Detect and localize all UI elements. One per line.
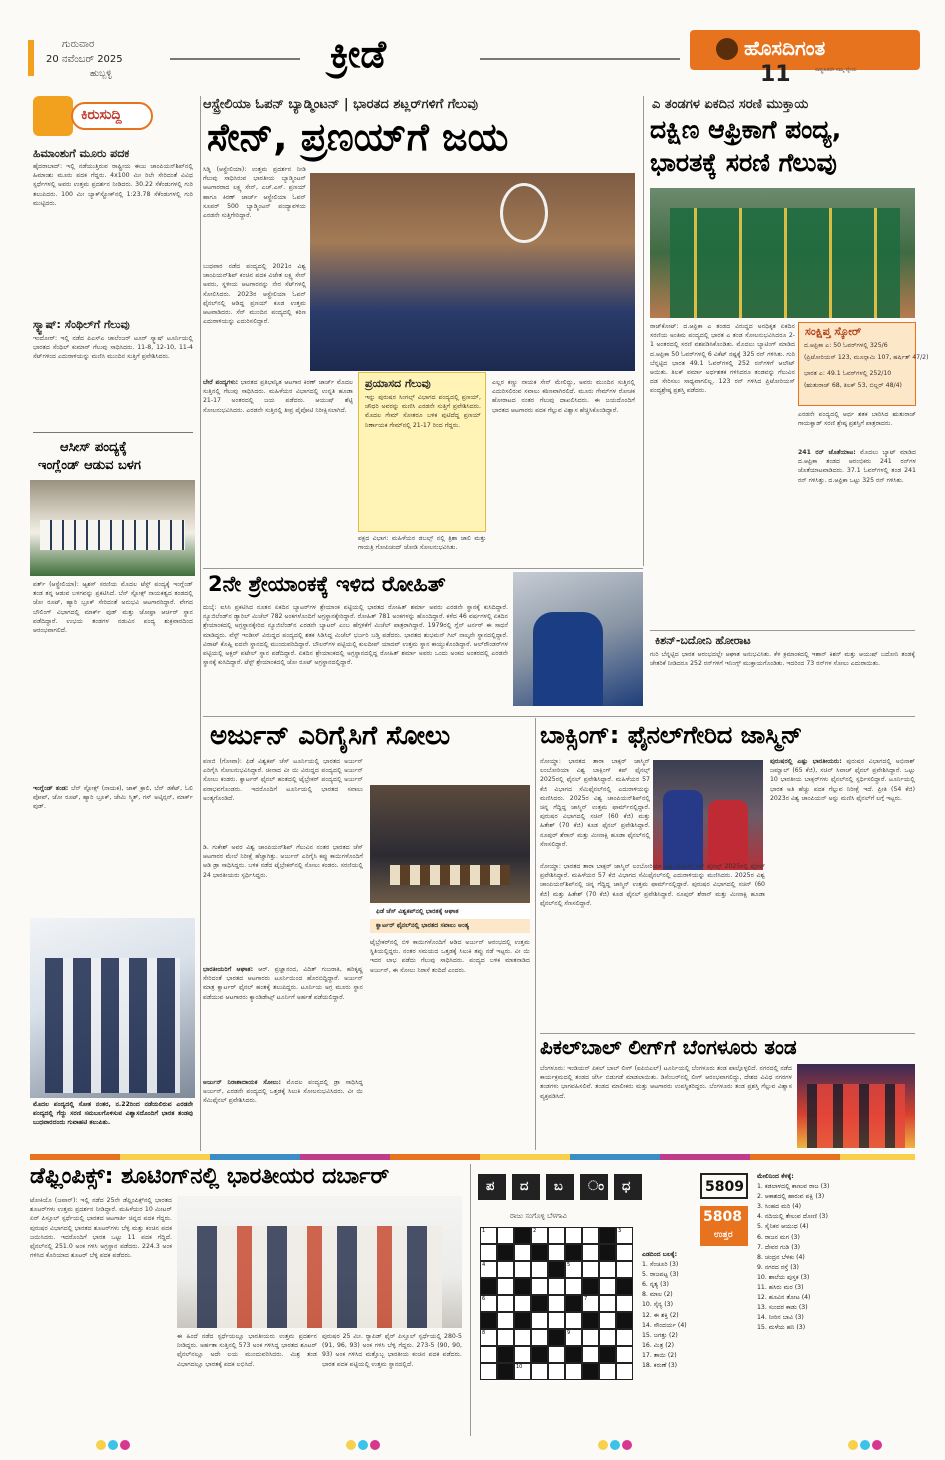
india-team-photo [30, 918, 195, 1098]
ashes-team-list: ಬೆನ್ ಸ್ಟೋಕ್ಸ್ (ನಾಯಕ), ಜಾಕ್ ಕ್ರಾಲಿ, ಬೆನ್ ಡಕೆಟ್, ಓಲಿ ಪೋಪ್, ಜೋ ರೂಟ್, ಹ್ಯಾರಿ ಬ್ರೂಕ್, ಜೇಮಿ ಸ್ಮಿತ್, ಗಸ್ ಅಟ್ಕಿನ್ಸನ್, ಮಾರ್ಕ್ ವುಡ್. [33, 785, 193, 811]
registration-dot [848, 1440, 858, 1450]
answer-box [700, 1206, 748, 1246]
crossword-letter: ದ [520, 1179, 529, 1194]
answer-number: 5808 [703, 1209, 742, 1225]
crossword-cell[interactable] [514, 1346, 531, 1363]
crossword-cell [616, 1312, 633, 1329]
crossword-cell-number: 1 [482, 1228, 486, 1234]
crossword-cell-number: 10 [516, 1364, 523, 1370]
score-line-2: (ಪ್ರಿಟೋರಿಯಸ್ 123, ಮೂನ್ಸಾಮಿ 107, ಹರ್ಷಿತ್ 47/2) [804, 354, 929, 361]
registration-dot [622, 1440, 632, 1450]
crossword-cell-number: 5 [567, 1262, 571, 1268]
arjun-label-1: ಭಾರತೀಯರಿಗೆ ಆಘಾತ: [203, 966, 254, 973]
crossword-cell[interactable] [565, 1312, 582, 1329]
crossword-clue: 10. ಶಾಲೆಯ ಪುಸ್ತಕ (3) [757, 1273, 810, 1281]
crossword-cell [531, 1295, 548, 1312]
crossword-cell-number: 4 [482, 1262, 486, 1268]
crossword-letter: ಪ [486, 1179, 495, 1194]
crossword-clues-right [757, 1172, 917, 1334]
divider [33, 432, 193, 433]
chess-board [390, 865, 510, 885]
crossword-cell[interactable] [616, 1227, 633, 1244]
crossword-cell [565, 1295, 582, 1312]
ashes-title-1: ಆಸೀಸ್ ಪಂದ್ಯಕ್ಕೆ [60, 440, 127, 455]
crossword-clue: 1. ಸೆಂಚೂರಿ (3) [642, 1261, 679, 1269]
crossword-letter-box [546, 1174, 574, 1200]
crossword-cell[interactable] [565, 1227, 582, 1244]
divider [203, 568, 643, 569]
crossword-cell-number: 6 [482, 1296, 486, 1302]
crossword-cell [480, 1312, 497, 1329]
crossword-cell[interactable] [599, 1261, 616, 1278]
lead-body-1: ಸಿಡ್ನಿ (ಆಸ್ಟ್ರೇಲಿಯಾ): ಉತ್ತಮ ಪ್ರದರ್ಶನ ನೀಡಿ ಗೆಲುವು ಸಾಧಿಸಿರುವ ಭಾರತೀಯ ಬ್ಯಾಡ್ಮಿಂಟನ್ ಆಟಗಾರರಾದ ಲಕ್ಷ್ಯ ಸೇನ್, ಎಚ್.ಎಸ್. ಪ್ರಣಯ್ ಹಾಗೂ ಕಿರಣ್ ಜಾರ್ಜ್ ಆಸ್ಟ್ರೇಲಿಯಾ ಓಪನ್ ಸೂಪರ್ 500 ಬ್ಯಾಡ್ಮಿಂಟನ್ ಪಂದ್ಯಾವಳಿಯ ಎರಡನೇ ಸುತ್ತಿಗೇರಿದ್ದಾರೆ. [203, 166, 306, 220]
crossword-clue: 6. ರಾಜನ ಮಗ (3) [757, 1233, 800, 1241]
crossword-cell [599, 1346, 616, 1363]
crossword-clue: 9. ನಗರದ ರಸ್ತೆ (3) [757, 1263, 799, 1271]
crossword-cell [514, 1278, 531, 1295]
boxer-blue [663, 790, 703, 870]
crossword-clue: 15. ಜಗತ್ತು (2) [642, 1331, 678, 1339]
crossword-cell[interactable] [582, 1261, 599, 1278]
crossword-cell[interactable] [582, 1295, 599, 1312]
jasmine-label: ಪುರುಷರಲ್ಲಿ ಎಷ್ಟು ಭಾರತೀಯರು: [770, 758, 842, 765]
lead-col3: ಎಲ್ಲರ ಕಣ್ಣು ನಾಯಕ ಸೇನ್ ಮೇಲಿದ್ದು, ಅವರು ಮುಂದಿನ ಸುತ್ತಿನಲ್ಲಿ ಎದುರಿಸಲಿರುವ ಸವಾಲು ಕಠಿಣವಾಗಿರಲಿದೆ. ಮೂರು ಗೇಮ್‌ಗಳ ರೋಚಕ ಹೋರಾಟದ ನಂತರ ಗೆಲುವು ದಾಖಲಿಸಿದರು. ಈ ಜಯದೊಂದಿಗೆ ಭಾರತದ ಆಟಗಾರರು ಪದಕ ಗೆಲ್ಲುವ ವಿಶ್ವಾಸ ಹೆಚ್ಚಿಸಿಕೊಂಡಿದ್ದಾರೆ. [492, 379, 635, 414]
crossword-clue: 5. ರಾಜಪಟ್ಟ (3) [642, 1271, 679, 1279]
crossword-clue: 1. ಕಡಲಾಳದಲ್ಲಿ ಕಾಣುವ ರಾಜ (3) [757, 1183, 830, 1191]
box2-body: ಗುರಿ ಬೆನ್ನಟ್ಟಿದ ಭಾರತ ಆರಂಭದಲ್ಲೇ ಆಘಾತ ಅನುಭವಿಸಿತು. ಕೆಳ ಕ್ರಮಾಂಕದಲ್ಲಿ ಇಶಾನ್ ಕಿಶನ್ ಮತ್ತು ಆಯುಷ್ ಬದೋನಿ ತಂಡಕ್ಕೆ ಚೇತರಿಕೆ ನೀಡಿದರೂ 252 ರನ್‌ಗಳಿಗೆ ಇನಿಂಗ್ಸ್ ಮುಕ್ತಾಯಗೊಂಡಿತು. ಇದರಿಂದ 73 ರನ್‌ಗಳ ಸೋಲು ಎದುರಾಯಿತು. [650, 651, 915, 668]
crossword-letter-box [580, 1174, 608, 1200]
crossword-letter-box [478, 1174, 506, 1200]
crossword-cell[interactable] [514, 1363, 531, 1380]
masthead-left-bar [28, 40, 34, 76]
arjun-body-1: ಪಣಜಿ (ಗೋವಾ): ಫಿಡೆ ವಿಶ್ವಕಪ್ ಚೆಸ್ ಟೂರ್ನಿಯಲ್ಲಿ ಭಾರತದ ಅರ್ಜುನ್ ಎರಿಗೈಸಿ ಸೋಲನುಭವಿಸಿದ್ದಾರೆ. ಚೀನಾದ ವೀ ಯಿ ವಿರುದ್ಧದ ಪಂದ್ಯದಲ್ಲಿ ಅರ್ಜುನ್ ಸೋಲು ಕಂಡರು. ಕ್ವಾರ್ಟರ್ ಫೈನಲ್ ಹಂತದಲ್ಲಿ ಟೈಬ್ರೇಕರ್ ಪಂದ್ಯದಲ್ಲಿ ಅರ್ಜುನ್ ಪರಾಭವಗೊಂಡರು. ಇದರೊಂದಿಗೆ ಟೂರ್ನಿಯಲ್ಲಿ ಭಾರತದ ಸವಾಲು ಅಂತ್ಯಗೊಂಡಿದೆ. [203, 758, 363, 802]
crossword-cell [599, 1244, 616, 1261]
section-rule-left [170, 58, 300, 60]
crossword-clue: 16. ಮಿತ್ರ (2) [642, 1341, 674, 1349]
crossword-clue: 6. ನೃತ್ಯ (3) [642, 1281, 669, 1289]
lead-title: ಸೇನ್, ಪ್ರಣಯ್‌ಗೆ ಜಯ [207, 115, 509, 159]
color-strip [30, 1154, 915, 1160]
crossword-cell[interactable] [548, 1244, 565, 1261]
crossword-cell [548, 1261, 565, 1278]
crossword-cell[interactable] [497, 1329, 514, 1346]
crossword-letter-box [512, 1174, 540, 1200]
registration-dot [346, 1440, 356, 1450]
players-row [40, 520, 185, 550]
column-divider [643, 96, 644, 566]
crossword-cell[interactable] [565, 1261, 582, 1278]
sa-team-photo [650, 188, 915, 318]
crossword-cell[interactable] [548, 1278, 565, 1295]
arjun-title: ಅರ್ಜುನ್ ಎರಿಗೈಸಿಗೆ ಸೋಲು [210, 721, 451, 751]
crossword-clue: 3. ಸಿಂಹದ ಮರಿ (4) [757, 1203, 802, 1211]
crossword-cell [514, 1312, 531, 1329]
brand-tagline: ರಾಷ್ಟ್ರಹಿತವೇ ನಮ್ಮ ಧ್ಯೇಯ [815, 67, 857, 73]
rohit-photo [513, 572, 643, 706]
lead-side-body: ಭಾರತದ ಪ್ರತಿಭಾನ್ವಿತ ಆಟಗಾರ ಕಿರಣ್ ಜಾರ್ಜ್ ಮೊದಲ ಸುತ್ತಿನಲ್ಲಿ ಗೆಲುವು ಸಾಧಿಸಿದರು. ಮಹಿಳೆಯರ ವಿಭಾಗದಲ್ಲಿ ಉನ್ನತಿ ಹೂಡಾ 21-17 ಅಂತರದಲ್ಲಿ ಜಯ ಪಡೆದರು. ಆಯುಷ್ ಶೆಟ್ಟಿ ಸೋಲನುಭವಿಸಿದರು. ಎರಡನೇ ಸುತ್ತಿನಲ್ಲಿ ತೀವ್ರ ಪೈಪೋಟಿ ನಿರೀಕ್ಷಿಸಲಾಗಿದೆ. [203, 379, 353, 414]
section-rule-right [480, 58, 680, 60]
boxing-photo [653, 760, 763, 870]
racket-shape [500, 183, 548, 243]
crossword-number-box [700, 1173, 748, 1199]
crossword-cell[interactable] [514, 1244, 531, 1261]
column-divider [470, 1164, 471, 1436]
masthead [0, 0, 945, 88]
crossword-cell [531, 1346, 548, 1363]
brand-name: ಹೊಸದಿಗಂತ [744, 36, 826, 60]
crossword-letter-box [614, 1174, 642, 1200]
chess-tag-2 [370, 919, 530, 933]
crossword-cell[interactable] [582, 1329, 599, 1346]
sa-side-body: ಎರಡನೇ ಪಂದ್ಯದಲ್ಲಿ ಆರ್ಧ ಶತಕ ಬಾರಿಸಿದ ಋತುರಾಜ್ ಗಾಯಕ್ವಾಡ್ ಸರಣಿ ಶ್ರೇಷ್ಠ ಪ್ರಶಸ್ತಿಗೆ ಪಾತ್ರರಾದರು. [798, 411, 916, 428]
crossword-clue: 17. ತಾಯಿ (2) [642, 1351, 677, 1359]
arjun-body-3 [203, 965, 363, 1075]
crossword-cell[interactable] [531, 1227, 548, 1244]
lead-kicker: ಆಸ್ಟ್ರೇಲಿಯಾ ಓಪನ್ ಬ್ಯಾಡ್ಮಿಂಟನ್ | ಭಾರತದ ಶಟ್ಲರ್‌ಗಳಿಗೆ ಗೆಲುವು [203, 97, 479, 112]
crossword-cell[interactable] [531, 1312, 548, 1329]
crossword-clue: 15. ಮಳೆಯ ಹನಿ (3) [757, 1324, 806, 1332]
brand-banner [690, 30, 920, 70]
crossword-cell [497, 1346, 514, 1363]
crossword-cell [582, 1278, 599, 1295]
kirusuddi-badge [33, 96, 153, 136]
lead-body-2: ಬುಧವಾರ ನಡೆದ ಪಂದ್ಯದಲ್ಲಿ 2021ರ ವಿಶ್ವ ಚಾಂಪಿಯನ್‌ಶಿಪ್ ಕಂಚಿನ ಪದಕ ವಿಜೇತ ಲಕ್ಷ್ಯ ಸೇನ್ ಅವರು, ಸ್ಥಳೀಯ ಆಟಗಾರನನ್ನು ನೇರ ಸೆಟ್‌ಗಳಲ್ಲಿ ಸೋಲಿಸಿದರು. 2023ರ ಆಸ್ಟ್ರೇಲಿಯಾ ಓಪನ್ ಫೈನಲ್‌ನಲ್ಲಿ ಆಡಿದ್ದ ಪ್ರಣಯ್ ಕೂಡ ಉತ್ತಮ ಆಟವಾಡಿದರು. ಸೆನ್ ಮುಂದಿನ ಪಂದ್ಯದಲ್ಲಿ ಕಠಿಣ ಎದುರಾಳಿಯನ್ನು ಎದುರಿಸಲಿದ್ದಾರೆ. [203, 263, 306, 326]
medalists-group [197, 1226, 442, 1328]
jasmine-body-a: ನೋಯ್ಡಾ: ಭಾರತದ ತಾರಾ ಬಾಕ್ಸರ್ ಜಾಸ್ಮಿನ್ ಲಂಬೋರಿಯಾ ವಿಶ್ವ ಬಾಕ್ಸಿಂಗ್ ಕಪ್ ಫೈನಲ್ಸ್ 2025ರಲ್ಲಿ ಫೈನಲ್ ಪ್ರವೇಶಿಸಿದ್ದಾರೆ. ಮಹಿಳೆಯರ 57 ಕೆಜಿ ವಿಭಾಗದ ಸೆಮಿಫೈನಲ್‌ನಲ್ಲಿ ಎದುರಾಳಿಯನ್ನು ಮಣಿಸಿದರು. 2025ರ ವಿಶ್ವ ಚಾಂಪಿಯನ್‌ಶಿಪ್‌ನಲ್ಲಿ ಚಿನ್ನ ಗೆದ್ದಿದ್ದ ಜಾಸ್ಮಿನ್ ಉತ್ತಮ ಫಾರ್ಮ್‌ನಲ್ಲಿದ್ದಾರೆ. ಪುರುಷರ ವಿಭಾಗದಲ್ಲಿ ಸಚಿನ್ (60 ಕೆಜಿ) ಮತ್ತು ಹಿತೇಶ್ (70 ಕೆಜಿ) ಕೂಡ ಫೈನಲ್ ಪ್ರವೇಶಿಸಿದ್ದಾರೆ. ನೂಪುರ್ ಶೆರಾನ್ ಮತ್ತು ಮೀನಾಕ್ಷಿ ಹೂಡಾ ಫೈನಲ್‌ನಲ್ಲಿ ಸೆಣಸಲಿದ್ದಾರೆ. [540, 758, 650, 848]
crossword-cell[interactable] [497, 1295, 514, 1312]
crossword-cell[interactable] [548, 1312, 565, 1329]
score-line-4: (ಋತುರಾಜ್ 68, ತಿಲಕ್ 53, ಬಿಲ್ಲರ್ 48/4) [804, 382, 902, 389]
crossword-cell[interactable] [548, 1363, 565, 1380]
crossword-cell [514, 1227, 531, 1244]
crossword-cell[interactable] [514, 1295, 531, 1312]
crossword-cell[interactable] [480, 1363, 497, 1380]
crossword-cell[interactable] [497, 1278, 514, 1295]
crossword-clue: 5. ಸೈನಿಕನ ಆಯುಧ (4) [757, 1223, 809, 1231]
crossword-cell[interactable] [616, 1363, 633, 1380]
crossword-cell-number: 3 [618, 1228, 622, 1234]
answer-label: ಉತ್ತರ [714, 1230, 733, 1240]
jasmine-col2 [770, 757, 915, 1032]
brand-logo-icon [716, 38, 738, 60]
crossword-clue: 14. ನೀರಿನ ಬಾವಿ (3) [757, 1314, 804, 1322]
chess-photo [370, 785, 530, 903]
runs-label: 241 ರನ್ ಜೊತೆಯಾಟ: [798, 449, 856, 456]
kirusuddi-label: ಕಿರುಸುದ್ದಿ [81, 107, 122, 123]
crossword-cell[interactable] [599, 1295, 616, 1312]
score-line-1: ದ.ಆಫ್ರಿಕಾ ಎ: 50 ಓವರ್‌ಗಳಲ್ಲಿ 325/6 [804, 342, 888, 349]
crossword-cell[interactable] [616, 1346, 633, 1363]
kirusuddi-item1-title: ಹಿಮಾಂಶುಗೆ ಮೂರು ಪದಕ [33, 147, 130, 160]
lead-bottom-note: ಪಕ್ಷದ ವಿಭಾಗ: ಮಹಿಳೆಯರ ಡಬಲ್ಸ್ ನಲ್ಲಿ ತ್ರಿಶಾ ಜಾಲಿ ಮತ್ತು ಗಾಯತ್ರಿ ಗೋಪಿಚಂದ್ ಜೋಡಿ ಸೋಲನುಭವಿಸಿತು. [358, 535, 486, 552]
england-team-photo [30, 480, 195, 576]
box2-title: ಕಿಶನ್-ಬದೋನಿ ಹೋರಾಟ [655, 634, 751, 647]
ashes-team-label: ಇಂಗ್ಲೆಂಡ್ ತಂಡ: [33, 785, 69, 792]
registration-dot [610, 1440, 620, 1450]
jasmine-body-b: ನೋಯ್ಡಾ: ಭಾರತದ ತಾರಾ ಬಾಕ್ಸರ್ ಜಾಸ್ಮಿನ್ ಲಂಬೋರಿಯಾ ವಿಶ್ವ ಬಾಕ್ಸಿಂಗ್ ಕಪ್ ಫೈನಲ್ಸ್ 2025ರಲ್ಲಿ ಫೈನಲ್ ಪ್ರವೇಶಿಸಿದ್ದಾರೆ. ಮಹಿಳೆಯರ 57 ಕೆಜಿ ವಿಭಾಗದ ಸೆಮಿಫೈನಲ್‌ನಲ್ಲಿ ಎದುರಾಳಿಯನ್ನು ಮಣಿಸಿದರು. 2025ರ ವಿಶ್ವ ಚಾಂಪಿಯನ್‌ಶಿಪ್‌ನಲ್ಲಿ ಚಿನ್ನ ಗೆದ್ದಿದ್ದ ಜಾಸ್ಮಿನ್ ಉತ್ತಮ ಫಾರ್ಮ್‌ನಲ್ಲಿದ್ದಾರೆ. ಪುರುಷರ ವಿಭಾಗದಲ್ಲಿ ಸಚಿನ್ (60 ಕೆಜಿ) ಮತ್ತು ಹಿತೇಶ್ (70 ಕೆಜಿ) ಕೂಡ ಫೈನಲ್ ಪ್ರವೇಶಿಸಿದ್ದಾರೆ. ನೂಪುರ್ ಶೆರಾನ್ ಮತ್ತು ಮೀನಾಕ್ಷಿ ಹೂಡಾ ಫೈನಲ್‌ನಲ್ಲಿ ಸೆಣಸಲಿದ್ದಾರೆ. [540, 863, 765, 907]
crossword-cell [480, 1278, 497, 1295]
registration-dot [872, 1440, 882, 1450]
crossword-letter: ಧ [622, 1179, 631, 1194]
crossword-cell[interactable] [599, 1363, 616, 1380]
arjun-label-2: ಅರ್ಜುನ್ ನಿರಾಶಾದಾಯಕ ಸೋಲು: [203, 1079, 281, 1086]
masthead-city: ಹುಬ್ಬಳ್ಳಿ [90, 69, 112, 79]
crossword-cell[interactable] [548, 1346, 565, 1363]
crossword-clue: 11. ಹಸಿರು ಮರ (3) [757, 1284, 804, 1292]
kirusuddi-item1-body: ಹೈದರಾಬಾದ್: ಇಲ್ಲಿ ನಡೆಯುತ್ತಿರುವ ರಾಷ್ಟ್ರೀಯ ಈಜು ಚಾಂಪಿಯನ್‌ಶಿಪ್‌ನಲ್ಲಿ ಹಿಮಾಂಶು ಮೂರು ಪದಕ ಗೆದ್ದರು. 4x100 ಮೀ ರಿಲೇ ಸೇರಿದಂತೆ ವಿವಿಧ ಸ್ಪರ್ಧೆಗಳಲ್ಲಿ ಅವರು ಉತ್ತಮ ಪ್ರದರ್ಶನ ನೀಡಿದರು. 30.22 ಸೆಕೆಂಡುಗಳಲ್ಲಿ ಗುರಿ ತಲುಪಿದರು. 100 ಮೀ ಬ್ಯಾಕ್‌ಸ್ಟ್ರೋಕ್‌ನಲ್ಲಿ 1:23.78 ಸೆಕೆಂಡುಗಳಲ್ಲಿ ಗುರಿ ಮುಟ್ಟಿದರು. [33, 163, 193, 207]
crossword-grid [480, 1227, 633, 1380]
crossword-clue: 14. ಸೌಂದರ್ಯ (4) [642, 1321, 687, 1329]
deaf-col3: ಪುರುಷರ 25 ಮೀ. ರ‍್ಯಾಪಿಡ್ ಫೈರ್ ಪಿಸ್ತೂಲ್ ಸ್ಪರ್ಧೆಯಲ್ಲಿ 280-5 (91, 96, 93) ಅಂಕ ಗಳಿಸಿ ಬೆಳ್ಳಿ ಗೆದ್ದರು. 273-5 (90, 90, 93) ಅಂಕ ಗಳಿಸಿದ ಮತ್ತೊಬ್ಬ ಭಾರತೀಯ ಕಂಚಿನ ಪದಕ ಪಡೆದರು. ಭಾರತ ಪದಕ ಪಟ್ಟಿಯಲ್ಲಿ ಉತ್ತಮ ಸ್ಥಾನದಲ್ಲಿದೆ. [322, 1333, 462, 1368]
crossword-clue: 10. ಸೈನ್ಯ (3) [642, 1301, 674, 1309]
pickle-body: ಬೆಂಗಳೂರು: ಇಂಡಿಯನ್ ಪಿಕಲ್ ಬಾಲ್ ಲೀಗ್ (ಐಪಿಬಿಎಲ್) ಟೂರ್ನಿಯಲ್ಲಿ ಬೆಂಗಳೂರು ತಂಡ ಪಾಲ್ಗೊಳ್ಳಲಿದೆ. ನಗರದಲ್ಲಿ ನಡೆದ ಕಾರ್ಯಕ್ರಮದಲ್ಲಿ ತಂಡದ ಜೆರ್ಸಿ ಬಿಡುಗಡೆ ಮಾಡಲಾಯಿತು. ಡಿಸೆಂಬರ್‌ನಲ್ಲಿ ಲೀಗ್ ಆರಂಭವಾಗಲಿದ್ದು, ದೇಶದ ವಿವಿಧ ನಗರಗಳ ತಂಡಗಳು ಭಾಗವಹಿಸಲಿವೆ. ತಂಡದ ಮಾಲೀಕರು ಮತ್ತು ಆಟಗಾರರು ಉಪಸ್ಥಿತರಿದ್ದರು. ಬೆಂಗಳೂರು ತಂಡ ಪ್ರಶಸ್ತಿ ಗೆಲ್ಲುವ ವಿಶ್ವಾಸ ವ್ಯಕ್ತಪಡಿಸಿದೆ. [540, 1065, 792, 1100]
registration-dot [96, 1440, 106, 1450]
crossword-cell[interactable] [548, 1227, 565, 1244]
registration-dot [120, 1440, 130, 1450]
medalists-photo [177, 1196, 462, 1328]
crossword-cell-number: 9 [567, 1330, 571, 1336]
crossword-clue: 8. ಮಾಲ (2) [642, 1291, 673, 1299]
crossword-cell[interactable] [514, 1261, 531, 1278]
jasmine-title: ಬಾಕ್ಸಿಂಗ್: ಫೈನಲ್‌ಗೇರಿದ ಜಾಸ್ಮಿನ್ [540, 721, 803, 749]
players-group [45, 958, 180, 1093]
crossword-cell[interactable] [480, 1346, 497, 1363]
sa-body: ರಾಜ್‌ಕೋಟ್: ದ.ಆಫ್ರಿಕಾ ಎ ತಂಡದ ವಿರುದ್ಧದ ಅನಧಿಕೃತ ಏಕದಿನ ಸರಣಿಯ ಅಂತಿಮ ಪಂದ್ಯದಲ್ಲಿ ಭಾರತ ಎ ತಂಡ ಸೋಲನುಭವಿಸಿದರೂ 2-1 ಅಂತರದಲ್ಲಿ ಸರಣಿ ವಶಪಡಿಸಿಕೊಂಡಿತು. ಮೊದಲು ಬ್ಯಾಟಿಂಗ್ ಮಾಡಿದ ದ.ಆಫ್ರಿಕಾ 50 ಓವರ್‌ಗಳಲ್ಲಿ 6 ವಿಕೆಟ್ ನಷ್ಟಕ್ಕೆ 325 ರನ್ ಗಳಿಸಿತು. ಗುರಿ ಬೆನ್ನಟ್ಟಿದ ಭಾರತ 49.1 ಓವರ್‌ಗಳಲ್ಲಿ 252 ರನ್‌ಗಳಿಗೆ ಆಲೌಟ್ ಆಯಿತು. ತಿಲಕ್ ವರ್ಮಾ ಅರ್ಧಶತಕ ಗಳಿಸಿದರೂ ತಂಡವನ್ನು ಗೆಲುವಿನ ದಡ ಸೇರಿಸಲು ಸಾಧ್ಯವಾಗಲಿಲ್ಲ. 123 ರನ್ ಗಳಿಸಿದ ಪ್ರಿಟೋರಿಯಸ್ ಪಂದ್ಯಶ್ರೇಷ್ಠ ಪ್ರಶಸ್ತಿ ಪಡೆದರು. [650, 323, 795, 395]
crossword-cell [582, 1312, 599, 1329]
crossword-cell[interactable] [616, 1329, 633, 1346]
tag1-text: ಫಿಡೆ ಚೆಸ್ ವಿಶ್ವಕಪ್‌ನಲ್ಲಿ ಭಾರತಕ್ಕೆ ಆಘಾತ [376, 908, 459, 915]
badminton-photo [310, 173, 635, 371]
registration-dot [358, 1440, 368, 1450]
across-title: ಎಡದಿಂದ ಬಲಕ್ಕೆ: [642, 1251, 678, 1258]
box-title: ಪ್ರಯಾಸದ ಗೆಲುವು [365, 377, 431, 390]
crossword-clue: 13. ಸುಂದರ ಕಾಡು (3) [757, 1304, 808, 1312]
crossword-clue: 2. ಆಕಾಶದಲ್ಲಿ ಹಾರುವ ಪಕ್ಷಿ (3) [757, 1193, 825, 1201]
divider [203, 716, 915, 717]
masthead-day: ಗುರುವಾರ [62, 39, 95, 50]
crossword-cell [565, 1346, 582, 1363]
crossword-cell[interactable] [616, 1244, 633, 1261]
crossword-cell[interactable] [616, 1261, 633, 1278]
crossword-cell[interactable] [599, 1278, 616, 1295]
registration-dot [860, 1440, 870, 1450]
crossword-cell [599, 1227, 616, 1244]
crossword-cell[interactable] [497, 1227, 514, 1244]
crossword-cell[interactable] [480, 1244, 497, 1261]
column-divider [200, 96, 201, 1151]
photo-caption-left: ಮೊದಲ ಪಂದ್ಯದಲ್ಲಿ ಸೋತ ನಂತರ, ನ.22ರಿಂದ ನಡೆಯಲಿರುವ ಎರಡನೇ ಪಂದ್ಯದಲ್ಲಿ ಗೆದ್ದು ಸರಣಿ ಸಮಬಲಗೊಳಿಸುವ ವಿಶ್ವಾಸದೊಂದಿಗೆ ಭಾರತ ತಂಡವು ಬುಧವಾರದಂದು ಗುವಾಹಟಿ ತಲುಪಿತು. [33, 1101, 193, 1127]
list-title: ಮೇಲಿನಿಂದ ಕೆಳಕ್ಕೆ: [757, 1173, 794, 1180]
crossword-cell[interactable] [480, 1227, 497, 1244]
deaf-col1: ಟೋಕಿಯೊ (ಜಪಾನ್): ಇಲ್ಲಿ ನಡೆದ 25ನೇ ಡೆಫ್ಲಿಂಪಿಕ್ಸ್‌ನಲ್ಲಿ ಭಾರತದ ಶೂಟರ್‌ಗಳು ಉತ್ತಮ ಪ್ರದರ್ಶನ ನೀಡಿದ್ದಾರೆ. ಮಹಿಳೆಯರ 10 ಮೀಟರ್ ಏರ್ ಪಿಸ್ತೂಲ್ ಸ್ಪರ್ಧೆಯಲ್ಲಿ ಭಾರತದ ಆಟಗಾರ್ತಿ ಚಿನ್ನದ ಪದಕ ಗೆದ್ದರು. ಪುರುಷರ ವಿಭಾಗದಲ್ಲಿ ಭಾರತದ ಶೂಟರ್‌ಗಳು ಬೆಳ್ಳಿ ಮತ್ತು ಕಂಚಿನ ಪದಕ ಜಯಿಸಿದರು. ಇದರೊಂದಿಗೆ ಭಾರತ ಒಟ್ಟು 11 ಪದಕ ಗೆದ್ದಿದೆ. ಫೈನಲ್‌ನಲ್ಲಿ 251.0 ಅಂಕ ಗಳಿಸಿ ಅಗ್ರಸ್ಥಾನ ಪಡೆದರು. 224.3 ಅಂಕ ಗಳಿಸಿದ ಕೊರಿಯಾದ ಶೂಟರ್ ಬೆಳ್ಳಿ ಪದಕ ಪಡೆದರು. [30, 1197, 172, 1260]
tag2-text: ಕ್ವಾರ್ಟರ್ ಫೈನಲ್‌ನಲ್ಲಿ ಭಾರತದ ಸವಾಲು ಅಂತ್ಯ [376, 922, 469, 929]
crossword-cell[interactable] [582, 1227, 599, 1244]
runs-body: ಮೊದಲು ಬ್ಯಾಟ್ ಮಾಡಿದ ದ.ಆಫ್ರಿಕಾ ತಂಡದ ಆರಂಭಿಕರು 241 ರನ್‌ಗಳ ಜೊತೆಯಾಟವಾಡಿದರು. 37.1 ಓವರ್‌ಗಳಲ್ಲಿ ತಂಡ 241 ರನ್ ಗಳಿಸಿತ್ತು. ದ.ಆಫ್ರಿಕಾ ಒಟ್ಟು 325 ರನ್ ಗಳಿಸಿತು. [798, 449, 916, 484]
pickle-title: ಪಿಕಲ್‌ಬಾಲ್ ಲೀಗ್‌ಗೆ ಬೆಂಗಳೂರು ತಂಡ [540, 1035, 797, 1059]
arjun-body4-text: ಮೊದಲ ಪಂದ್ಯದಲ್ಲಿ ಡ್ರಾ ಸಾಧಿಸಿದ್ದ ಅರ್ಜುನ್, ಎರಡನೇ ಪಂದ್ಯದಲ್ಲಿ ಒತ್ತಡಕ್ಕೆ ಸಿಲುಕಿ ಸೋಲನುಭವಿಸಿದರು. ವೀ ಯಿ ಸೆಮಿಫೈನಲ್ ಪ್ರವೇಶಿಸಿದರು. [203, 1079, 363, 1105]
pickle-photo [797, 1064, 915, 1148]
crossword-cell[interactable] [531, 1363, 548, 1380]
crossword-author: ರಾಜು ಸಂಗೊಳ್ಳಿ ಬೆಳಗಾವಿ [510, 1212, 567, 1220]
crossword-number: 5809 [705, 1179, 744, 1195]
crossword-cell [497, 1244, 514, 1261]
crossword-clue: 8. ಚಂದ್ರನ ಬೆಳಕು (4) [757, 1253, 805, 1261]
score-line-3: ಭಾರತ ಎ: 49.1 ಓವರ್‌ಗಳಲ್ಲಿ 252/10 [804, 370, 892, 377]
score-title: ಸಂಕ್ಷಿಪ್ತ ಸ್ಕೋರ್ [805, 325, 862, 338]
crossword-cell[interactable] [599, 1312, 616, 1329]
crossword-letter: ಂ [588, 1179, 605, 1194]
crossword-cell[interactable] [548, 1295, 565, 1312]
crossword-clue: 12. ಹೂವಿನ ತೋಟ (4) [757, 1294, 811, 1302]
crossword-cell [616, 1278, 633, 1295]
crossword-cell[interactable] [480, 1295, 497, 1312]
arjun-body-2: ಡಿ. ಗುಕೇಶ್ ಅವರ ವಿಶ್ವ ಚಾಂಪಿಯನ್‌ಶಿಪ್ ಗೆಲುವಿನ ನಂತರ ಭಾರತದ ಚೆಸ್ ಆಟಗಾರರ ಮೇಲೆ ನಿರೀಕ್ಷೆ ಹೆಚ್ಚಾಗಿತ್ತು. ಅರ್ಜುನ್ ಎರಿಗೈಸಿ ಕಪ್ಪು ಕಾಯಿಗಳೊಂದಿಗೆ ಆಡಿ ಡ್ರಾ ಸಾಧಿಸಿದ್ದರು. ಬಳಿಕ ನಡೆದ ಟೈಬ್ರೇಕರ್‌ನಲ್ಲಿ ಸೋಲು ಕಂಡರು. ಸರಣಿಯಲ್ಲಿ 24 ಭಾರತೀಯರು ಸ್ಪರ್ಧಿಸಿದ್ದರು. [203, 844, 363, 879]
people-row [807, 1084, 905, 1148]
box-body: ಇನ್ನು ಪುರುಷರ ಸಿಂಗಲ್ಸ್ ವಿಭಾಗದ ಪಂದ್ಯದಲ್ಲಿ ಪ್ರಣಯ್, ಚೌಧರಿ ಅವರನ್ನು ಮಣಿಸಿ ಎರಡನೇ ಸುತ್ತಿಗೆ ಪ್ರವೇಶಿಸಿದರು. ಮೊದಲ ಗೇಮ್ ಸೋತರೂ ಬಳಿಕ ಪುಟಿದೆದ್ದ ಪ್ರಣಯ್ ನಿರ್ಣಾಯಕ ಗೇಮ್‌ನಲ್ಲಿ 21-17 ರಿಂದ ಗೆದ್ದರು. [365, 394, 481, 429]
crossword-cell[interactable] [565, 1278, 582, 1295]
registration-dot [370, 1440, 380, 1450]
crossword-cell[interactable] [531, 1261, 548, 1278]
masthead-date: 20 ನವೆಂಬರ್ 2025 [46, 54, 123, 65]
crossword-clue: 18. ಕರುಣೆ (3) [642, 1362, 678, 1370]
arjun-body3-text: ಆರ್. ಪ್ರಜ್ಞಾನಂದ, ವಿದಿತ್ ಗುಜರಾತಿ, ಹರಿಕೃಷ್ಣ ಸೇರಿದಂತೆ ಭಾರತದ ಆಟಗಾರರು ಟೂರ್ನಿಯಿಂದ ಹೊರಬಿದ್ದಿದ್ದಾರೆ. ಅರ್ಜುನ್ ಮಾತ್ರ ಕ್ವಾರ್ಟರ್ ಫೈನಲ್ ಹಂತಕ್ಕೆ ತಲುಪಿದ್ದರು. ಟೂರ್ನಿಯ ಅಗ್ರ ಮೂರು ಸ್ಥಾನ ಪಡೆಯುವ ಆಟಗಾರರು ಕ್ಯಾಂಡಿಡೇಟ್ಸ್ ಟೂರ್ನಿಗೆ ಅರ್ಹತೆ ಪಡೆಯಲಿದ್ದಾರೆ. [203, 966, 364, 1001]
crossword-cell [531, 1244, 548, 1261]
crossword-clue: 7. ದೇವರ ಗುಡಿ (3) [757, 1243, 801, 1251]
lead-side-text [203, 378, 353, 568]
divider [540, 1033, 915, 1034]
ashes-title-2: ಇಂಗ್ಲೆಂಡ್ ಆಡುವ ಬಳಗ [38, 458, 141, 473]
crossword-cell-number: 7 [584, 1296, 588, 1302]
rohit-body: ದುಬೈ: ಐಸಿಸಿ ಪ್ರಕಟಿಸಿದ ನೂತನ ಏಕದಿನ ಬ್ಯಾಟರ್‌ಗಳ ಶ್ರೇಯಾಂಕ ಪಟ್ಟಿಯಲ್ಲಿ ಭಾರತದ ರೋಹಿತ್ ಶರ್ಮಾ ಅವರು ಎರಡನೇ ಸ್ಥಾನಕ್ಕೆ ಕುಸಿದಿದ್ದಾರೆ. ನ್ಯೂಜಿಲೆಂಡ್‌ನ ಡ್ಯಾರಿಲ್ ಮಿಚೆಲ್ 782 ಅಂಕಗಳೊಂದಿಗೆ ಅಗ್ರಸ್ಥಾನಕ್ಕೇರಿದ್ದಾರೆ. ರೋಹಿತ್ 781 ಅಂಕಗಳನ್ನು ಹೊಂದಿದ್ದಾರೆ. ಕಳೆದ 46 ವರ್ಷಗಳಲ್ಲಿ ಏಕದಿನ ಶ್ರೇಯಾಂಕದಲ್ಲಿ ಅಗ್ರಸ್ಥಾನಕ್ಕೇರಿದ ನ್ಯೂಜಿಲೆಂಡ್‌ನ ಎರಡನೇ ಬ್ಯಾಟರ್ ಎಂಬ ಹೆಗ್ಗಳಿಕೆಗೆ ಮಿಚೆಲ್ ಪಾತ್ರರಾಗಿದ್ದಾರೆ. 1979ರಲ್ಲಿ ಗ್ಲೆನ್ ಟರ್ನರ್ ಈ ಸಾಧನೆ ಮಾಡಿದ್ದರು. ವೆಸ್ಟ್ ಇಂಡೀಸ್ ವಿರುದ್ಧದ ಪಂದ್ಯದಲ್ಲಿ ಶತಕ ಸಿಡಿಸಿದ್ದ ಮಿಚೆಲ್ ಭರ್ಜರಿ ಬಡ್ತಿ ಪಡೆದರು. ಭಾರತದ ಶುಭಮನ್ ಗಿಲ್ ನಾಲ್ಕನೇ ಸ್ಥಾನದಲ್ಲಿದ್ದಾರೆ. ವಿರಾಟ್ ಕೊಹ್ಲಿ ಐದನೇ ಸ್ಥಾನದಲ್ಲಿ ಮುಂದುವರಿದಿದ್ದಾರೆ. ಬೌಲರ್‌ಗಳ ಪಟ್ಟಿಯಲ್ಲಿ ಕುಲದೀಪ್ ಯಾದವ್ ಉತ್ತಮ ಸ್ಥಾನ ಕಾಯ್ದುಕೊಂಡಿದ್ದಾರೆ. ಆಲ್‌ರೌಂಡರ್‌ಗಳ ಪಟ್ಟಿಯಲ್ಲಿ ಅಕ್ಷರ್ ಪಟೇಲ್ ಸ್ಥಾನ ಪಡೆದಿದ್ದಾರೆ. ಏಕದಿನ ಶ್ರೇಯಾಂಕದಲ್ಲಿ ಅಗ್ರಸ್ಥಾನದಲ್ಲಿದ್ದ ರೋಹಿತ್ ಶರ್ಮಾ ಅವರು ಒಂದು ಅಂಕದ ಅಂತರದಲ್ಲಿ ಎರಡನೇ ಸ್ಥಾನಕ್ಕೆ ಕುಸಿದಿದ್ದಾರೆ. ಟೆಸ್ಟ್ ಶ್ರೇಯಾಂಕದಲ್ಲಿ ಜೋ ರೂಟ್ ಅಗ್ರಸ್ಥಾನದಲ್ಲಿದ್ದಾರೆ. [203, 604, 508, 667]
deaf-col2: ಈ ಹಿಂದೆ ನಡೆದ ಸ್ಪರ್ಧೆಯಲ್ಲೂ ಭಾರತೀಯರು ಉತ್ತಮ ಪ್ರದರ್ಶನ ನೀಡಿದ್ದರು. ಅರ್ಹತಾ ಸುತ್ತಿನಲ್ಲಿ 573 ಅಂಕ ಗಳಿಸಿದ್ದ ಭಾರತದ ಶೂಟರ್ ಫೈನಲ್‌ನಲ್ಲೂ ಅದೇ ಲಯ ಮುಂದುವರಿಸಿದರು. ಮಿಶ್ರ ತಂಡ ವಿಭಾಗದಲ್ಲೂ ಭಾರತಕ್ಕೆ ಪದಕ ಲಭಿಸಿದೆ. [177, 1333, 317, 1368]
column-divider [535, 718, 536, 1150]
crossword-cell[interactable] [582, 1244, 599, 1261]
ashes-body: ಪರ್ತ್ (ಆಸ್ಟ್ರೇಲಿಯಾ): ಆ್ಯಶಸ್ ಸರಣಿಯ ಮೊದಲ ಟೆಸ್ಟ್ ಪಂದ್ಯಕ್ಕೆ ಇಂಗ್ಲೆಂಡ್ ತಂಡ ತನ್ನ ಆಡುವ ಬಳಗವನ್ನು ಪ್ರಕಟಿಸಿದೆ. ಬೆನ್ ಸ್ಟೋಕ್ಸ್ ನಾಯಕತ್ವದ ತಂಡದಲ್ಲಿ ಜೋ ರೂಟ್, ಹ್ಯಾರಿ ಬ್ರೂಕ್ ಸೇರಿದಂತೆ ಅನುಭವಿ ಆಟಗಾರರಿದ್ದಾರೆ. ವೇಗದ ಬೌಲಿಂಗ್ ವಿಭಾಗದಲ್ಲಿ ಮಾರ್ಕ್ ವುಡ್ ಮತ್ತು ಜೋಫ್ರಾ ಆರ್ಚರ್ ಸ್ಥಾನ ಪಡೆದಿದ್ದಾರೆ. ಉಭಯ ತಂಡಗಳ ನಡುವಿನ ಪಂದ್ಯ ಶುಕ್ರವಾರದಿಂದ ಆರಂಭವಾಗಲಿದೆ. [33, 581, 193, 635]
crossword-cell[interactable] [480, 1261, 497, 1278]
crossword-cell[interactable] [497, 1312, 514, 1329]
crossword-clue: 12. ಈ ಶಕ್ತಿ (2) [642, 1311, 679, 1319]
player-body [533, 612, 603, 706]
crossword-cell[interactable] [616, 1295, 633, 1312]
crossword-cell [497, 1363, 514, 1380]
boxer-red [708, 800, 748, 870]
kirusuddi-item2-body: ಇಂದೋರ್: ಇಲ್ಲಿ ನಡೆದ ಪಿಎಸ್‌ಎ ಚಾಲೆಂಜರ್ ಟೂರ್ ಸ್ಕ್ವಾಷ್ ಟೂರ್ನಿಯಲ್ಲಿ ಭಾರತದ ಸೆಂಥಿಲ್ ಕುಮಾರ್ ಗೆಲುವು ಸಾಧಿಸಿದರು. 11-8, 12-10, 11-4 ಸೆಟ್‌ಗಳಿಂದ ಎದುರಾಳಿಯನ್ನು ಮಣಿಸಿ ಮುಂದಿನ ಸುತ್ತಿಗೆ ಪ್ರವೇಶಿಸಿದರು. [33, 335, 193, 361]
lead-highlight-box [358, 372, 486, 532]
ashes-team [33, 784, 193, 832]
kirusuddi-item2-title: ಸ್ಕ್ವಾಷ್: ಸೆಂಥಿಲ್‌ಗೆ ಗೆಲುವು [33, 318, 130, 331]
section-title: ಕ್ರೀಡೆ [330, 32, 387, 76]
registration-dot [598, 1440, 608, 1450]
crossword-header [478, 1170, 688, 1202]
arjun-col2: ಟೈಬ್ರೇಕರ್‌ನಲ್ಲಿ ಬಿಳಿ ಕಾಯಿಗಳೊಂದಿಗೆ ಆಡಿದ ಅರ್ಜುನ್ ಆರಂಭದಲ್ಲಿ ಉತ್ತಮ ಸ್ಥಿತಿಯಲ್ಲಿದ್ದರು. ನಂತರ ಸಮಯದ ಒತ್ತಡಕ್ಕೆ ಸಿಲುಕಿ ತಪ್ಪು ನಡೆ ಇಟ್ಟರು. ವೀ ಯಿ ಇದರ ಲಾಭ ಪಡೆದು ಗೆಲುವು ಸಾಧಿಸಿದರು. ಪಂದ್ಯದ ಬಳಿಕ ಮಾತನಾಡಿದ ಅರ್ಜುನ್, ಈ ಸೋಲು ನಿರಾಸೆ ತಂದಿದೆ ಎಂದರು. [370, 939, 530, 974]
page-number: 11 [760, 62, 791, 87]
registration-dot [108, 1440, 118, 1450]
crossword-cell[interactable] [565, 1363, 582, 1380]
sa-kicker: ಎ ತಂಡಗಳ ಏಕದಿನ ಸರಣಿ ಮುಕ್ತಾಯ [652, 97, 809, 112]
crossword-cell[interactable] [531, 1329, 548, 1346]
crossword-cell [565, 1244, 582, 1261]
jasmine-col2-text: ಪುರುಷರ ವಿಭಾಗದಲ್ಲಿ ಅಭಿನಾಶ್ ಜಮ್ವಾಲ್ (65 ಕೆಜಿ), ಸಚಿನ್ ಸಿವಾಚ್ ಫೈನಲ್ ಪ್ರವೇಶಿಸಿದ್ದಾರೆ. ಒಟ್ಟು 10 ಭಾರತೀಯ ಬಾಕ್ಸರ್‌ಗಳು ಫೈನಲ್‌ನಲ್ಲಿ ಸ್ಪರ್ಧಿಸಲಿದ್ದಾರೆ. ಟೂರ್ನಿಯಲ್ಲಿ ಭಾರತ ಅತಿ ಹೆಚ್ಚು ಪದಕ ಗೆಲ್ಲುವ ನಿರೀಕ್ಷೆ ಇದೆ. ಪ್ರೀತಿ (54 ಕೆಜಿ) 2023ರ ವಿಶ್ವ ಚಾಂಪಿಯನ್ ಅನ್ನು ಮಣಿಸಿ ಫೈನಲ್‌ಗೆ ಲಗ್ಗೆ ಇಟ್ಟರು. [770, 758, 916, 802]
sa-title-2: ಭಾರತಕ್ಕೆ ಸರಣಿ ಗೆಲುವು [650, 148, 837, 177]
players-green [670, 208, 900, 318]
divider [650, 630, 915, 631]
crossword-cell[interactable] [599, 1329, 616, 1346]
rohit-title: 2ನೇ ಶ್ರೇಯಾಂಕಕ್ಕೆ ಇಳಿದ ರೋಹಿತ್ [208, 572, 446, 596]
arjun-body-4 [203, 1078, 363, 1150]
sa-title-1: ದಕ್ಷಿಣ ಆಫ್ರಿಕಾಗೆ ಪಂದ್ಯ, [650, 115, 842, 144]
crossword-cell[interactable] [565, 1329, 582, 1346]
crossword-cell[interactable] [531, 1278, 548, 1295]
crossword-cell [548, 1329, 565, 1346]
crossword-cell[interactable] [582, 1346, 599, 1363]
crossword-cell[interactable] [514, 1329, 531, 1346]
chess-tag-1 [370, 905, 530, 919]
crossword-cell[interactable] [480, 1329, 497, 1346]
crossword-cell-number: 8 [482, 1330, 486, 1336]
lead-side-label: ಬೇರೆ ಪಂದ್ಯಗಳು: [203, 379, 239, 386]
thumbs-up-icon [33, 96, 73, 136]
sa-runs [798, 448, 916, 566]
crossword-clue: 4. ನದಿಯಲ್ಲಿ ತೇಲುವ ದೋಣಿ (3) [757, 1213, 828, 1221]
crossword-cell[interactable] [497, 1261, 514, 1278]
deaf-title: ಡೆಫ್ಲಿಂಪಿಕ್ಸ್: ಶೂಟಿಂಗ್‌ನಲ್ಲಿ ಭಾರತೀಯರ ದರ್ಬಾರ್ [30, 1164, 390, 1189]
crossword-letter: ಬ [554, 1179, 563, 1194]
score-box [798, 322, 929, 406]
crossword-across [642, 1250, 706, 1371]
crossword-cell [582, 1363, 599, 1380]
crossword-cell-number: 2 [533, 1228, 537, 1234]
